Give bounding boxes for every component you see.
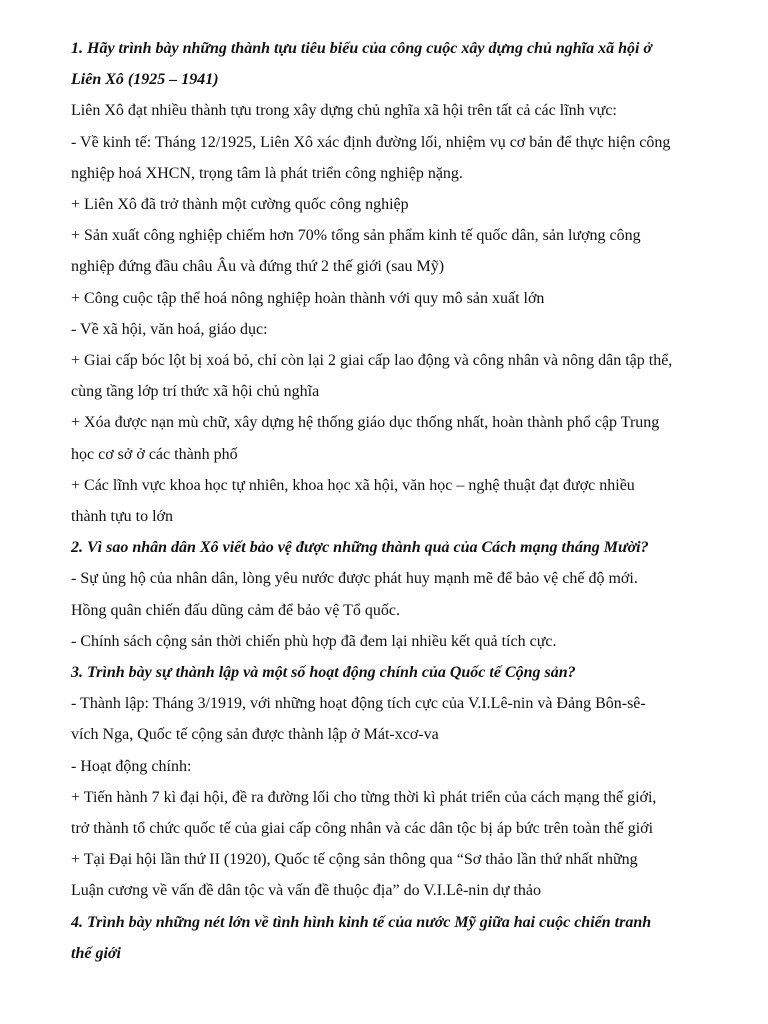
body-text-line: - Về kinh tế: Tháng 12/1925, Liên Xô xác định đường lối, nhiệm vụ cơ bản để thực hiện công	[71, 133, 671, 151]
body-text-line: + Tiến hành 7 kì đại hội, đề ra đường lối cho từng thời kì phát triển của cách mạng thế giới,	[71, 788, 657, 806]
body-text-line: + Giai cấp bóc lột bị xoá bỏ, chỉ còn lại 2 giai cấp lao động và công nhân và nông dân tập thể,	[71, 352, 673, 370]
body-text-line: + Công cuộc tập thể hoá nông nghiệp hoàn thành với quy mô sản xuất lớn	[71, 289, 545, 307]
body-text-line: - Chính sách cộng sản thời chiến phù hợp đã đem lại nhiều kết quả tích cực.	[71, 632, 557, 650]
body-text-line: Liên Xô đạt nhiều thành tựu trong xây dựng chủ nghĩa xã hội trên tất cả các lĩnh vực:	[71, 102, 617, 120]
body-text-line: thành tựu to lớn	[71, 508, 174, 526]
body-text-line: nghiệp đứng đầu châu Âu và đứng thứ 2 thế giới (sau Mỹ)	[71, 258, 445, 276]
body-text-line: + Sản xuất công nghiệp chiếm hơn 70% tổng sản phẩm kinh tế quốc dân, sản lượng công	[71, 227, 641, 245]
question-heading-line: 3. Trình bày sự thành lập và một số hoạt động chính của Quốc tế Cộng sản?	[71, 664, 576, 682]
document-page	[71, 33, 737, 969]
question-heading-line: 2. Vì sao nhân dân Xô viết bảo vệ được những thành quả của Cách mạng tháng Mười?	[71, 539, 649, 557]
question-heading-line: thế giới	[71, 944, 121, 962]
body-text-line: + Xóa được nạn mù chữ, xây dựng hệ thống giáo dục thống nhất, hoàn thành phổ cập Trung	[71, 414, 660, 432]
body-text-line: Hồng quân chiến đấu dũng cảm để bảo vệ Tổ quốc.	[71, 601, 400, 619]
body-text-line: nghiệp hoá XHCN, trọng tâm là phát triển công nghiệp nặng.	[71, 164, 463, 182]
body-text-line: + Các lĩnh vực khoa học tự nhiên, khoa học xã hội, văn học – nghệ thuật đạt được nhiều	[71, 476, 635, 494]
body-text-line: + Liên Xô đã trở thành một cường quốc công nghiệp	[71, 196, 409, 214]
body-text-line: vích Nga, Quốc tế cộng sản được thành lập ở Mát-xcơ-va	[71, 726, 439, 744]
body-text-line: Luận cương về vấn đề dân tộc và vấn đề thuộc địa” do V.I.Lê-nin dự thảo	[71, 882, 541, 900]
question-heading-line: 1. Hãy trình bày những thành tựu tiêu biểu của công cuộc xây dựng chủ nghĩa xã hội ở	[71, 40, 653, 57]
question-heading-line: 4. Trình bày những nét lớn về tình hình kinh tế của nước Mỹ giữa hai cuộc chiến tranh	[71, 913, 652, 931]
question-heading-line: Liên Xô (1925 – 1941)	[71, 71, 219, 89]
body-text-line: - Thành lập: Tháng 3/1919, với những hoạt động tích cực của V.I.Lê-nin và Đảng Bôn-sê-	[71, 695, 646, 713]
body-text-line: - Hoạt động chính:	[71, 757, 192, 775]
body-text-line: trở thành tổ chức quốc tế của giai cấp công nhân và các dân tộc bị áp bức trên toàn thế giới	[71, 820, 654, 838]
body-text-line: + Tại Đại hội lần thứ II (1920), Quốc tế cộng sản thông qua “Sơ thảo lần thứ nhất những	[71, 851, 638, 869]
body-text-line: - Sự ủng hộ của nhân dân, lòng yêu nước được phát huy mạnh mẽ để bảo vệ chế độ mới.	[71, 570, 638, 588]
body-text-line: cùng tầng lớp trí thức xã hội chủ nghĩa	[71, 383, 320, 401]
body-text-line: - Về xã hội, văn hoá, giáo dục:	[71, 320, 268, 338]
body-text-line: học cơ sở ở các thành phố	[71, 445, 238, 463]
